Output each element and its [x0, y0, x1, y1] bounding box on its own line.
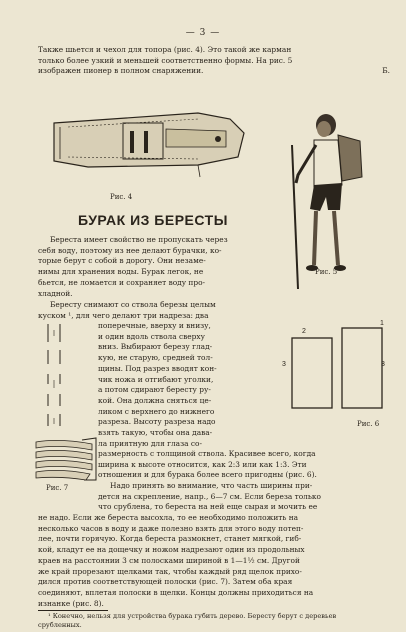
intro-line [38, 66, 390, 77]
text-line: несколько часов в воду и даже полезно взять для этого воду потеп- [38, 523, 304, 533]
text-line: разреза. Высоту разреза надо [98, 417, 216, 427]
text-line: куском ¹, для чего делают три надреза: два [38, 310, 209, 320]
figure-4-sheath-drawing [48, 105, 260, 185]
intro-line-text: изображен пионер в полном снаряжении. [38, 66, 204, 76]
text-line: ширина к высоте относится, как 2:3 или как 1:3. Эти [98, 459, 307, 469]
text-line: бьется, не ломается и сохраняет воду про- [38, 277, 206, 287]
text-line: размерность с толщиной ствола. Красивее всего, когда [98, 449, 316, 458]
figure-6-label: 1 [380, 320, 384, 327]
figure-5-pioneer-drawing [280, 85, 380, 290]
paragraph-3-narrow [98, 481, 390, 513]
figure-6-caption: Рис. 6 [357, 420, 380, 428]
text-line: же край прорезают щелками так, чтобы каждый ряд щелок прихо- [38, 566, 302, 576]
paragraph-2-wide [98, 449, 390, 481]
text-line: и один вдоль ствола сверху [98, 331, 205, 341]
intro-line: Также шьется и чехол для топора (рис. 4). Это такой же карман [38, 45, 292, 54]
text-line: себя воду, поэтому из нее делают бурачки, ко- [38, 245, 222, 255]
birch-cut-drawing [34, 322, 90, 432]
figure-6-label: 3 [282, 361, 286, 368]
figure-5-caption: Рис. 5 [315, 268, 338, 276]
text-line: краев на расстоянии 3 см полосками шириной в 1—1½ см. Другой [38, 555, 300, 565]
text-line: изнанке (рис. 8). [38, 598, 104, 608]
figure-6-label: 3 [381, 361, 385, 368]
text-line: кую, не старую, средней тол- [98, 353, 213, 363]
signature: Б. [382, 66, 390, 76]
footnote-rule [38, 610, 108, 611]
text-line: дился против соответствующей полоски (рис. 7). Затем оба края [38, 577, 293, 587]
page-number: — 3 — [185, 28, 221, 38]
text-line: отношения и для бурака более всего пригодны (рис. 6). [98, 470, 317, 480]
text-line: Надо принять во внимание, что часть ширины при- [110, 481, 313, 490]
section-title: БУРАК ИЗ БЕРЕСТЫ [78, 212, 228, 228]
text-line: Береста имеет свойство не пропускать через [50, 235, 228, 244]
figure-4-caption: Рис. 4 [110, 193, 133, 201]
text-line: соединяют, вплетая полоски в щелки. Концы должны приходиться на [38, 587, 314, 597]
text-line: что срублена, то береста на ней еще сырая и мочить ее [98, 502, 318, 512]
text-line: кой. Она должна сняться це- [98, 395, 212, 405]
text-line: нимы для хранения воды. Бурак легок, не [38, 267, 204, 277]
text-line: торые берут с собой в дорогу. Они незаме- [38, 256, 206, 266]
text-line: дется на скрепление, напр., 6—7 см. Если береза только [98, 491, 321, 501]
intro-line: только более узкий и меньшей соответственно формы. На рис. 5 [38, 55, 293, 65]
text-line: а потом сдирают бересту ру- [98, 385, 211, 395]
footnote-line: срубленных. [38, 621, 82, 629]
intro-text [38, 45, 390, 77]
text-line: чик ножа и отгибают уголки, [98, 374, 214, 384]
figure-6-proportions-drawing [290, 322, 390, 417]
text-line: хладной. [38, 288, 73, 298]
text-line: щины. Под разрез вводят кон- [98, 363, 217, 373]
text-line: ла приятную для глаза со- [98, 438, 202, 448]
text-line: не надо. Если же береста высохла, то ее необходимо положить на [38, 513, 299, 522]
figure-7-strips-drawing [30, 436, 98, 482]
text-line: Бересту снимают со ствола березы целым [50, 300, 216, 309]
text-line: взять такую, чтобы она дава- [98, 428, 213, 438]
figure-6-label: 2 [302, 328, 306, 335]
text-line: поперечные, вверху и внизу, [98, 321, 211, 330]
paragraph-2-narrow [98, 321, 278, 449]
footnote-line: ¹ Конечно, нельзя для устройства бурака губить дерево. Бересту берут с деревьев [48, 612, 337, 620]
text-line: вниз. Выбирают березу глад- [98, 342, 213, 352]
text-line: ликом с верхнего до нижнего [98, 406, 215, 416]
paragraph-1 [38, 235, 278, 299]
figure-7-caption: Рис. 7 [46, 484, 69, 492]
footnote [38, 612, 390, 630]
paragraph-2-top [38, 300, 278, 321]
paragraph-3-full [38, 513, 390, 609]
text-line: кой, кладут ее на дощечку и ножом надрезают один из продольных [38, 545, 305, 555]
text-line: лее, почти горячую. Когда береста размокнет, станет мягкой, гиб- [38, 534, 302, 544]
